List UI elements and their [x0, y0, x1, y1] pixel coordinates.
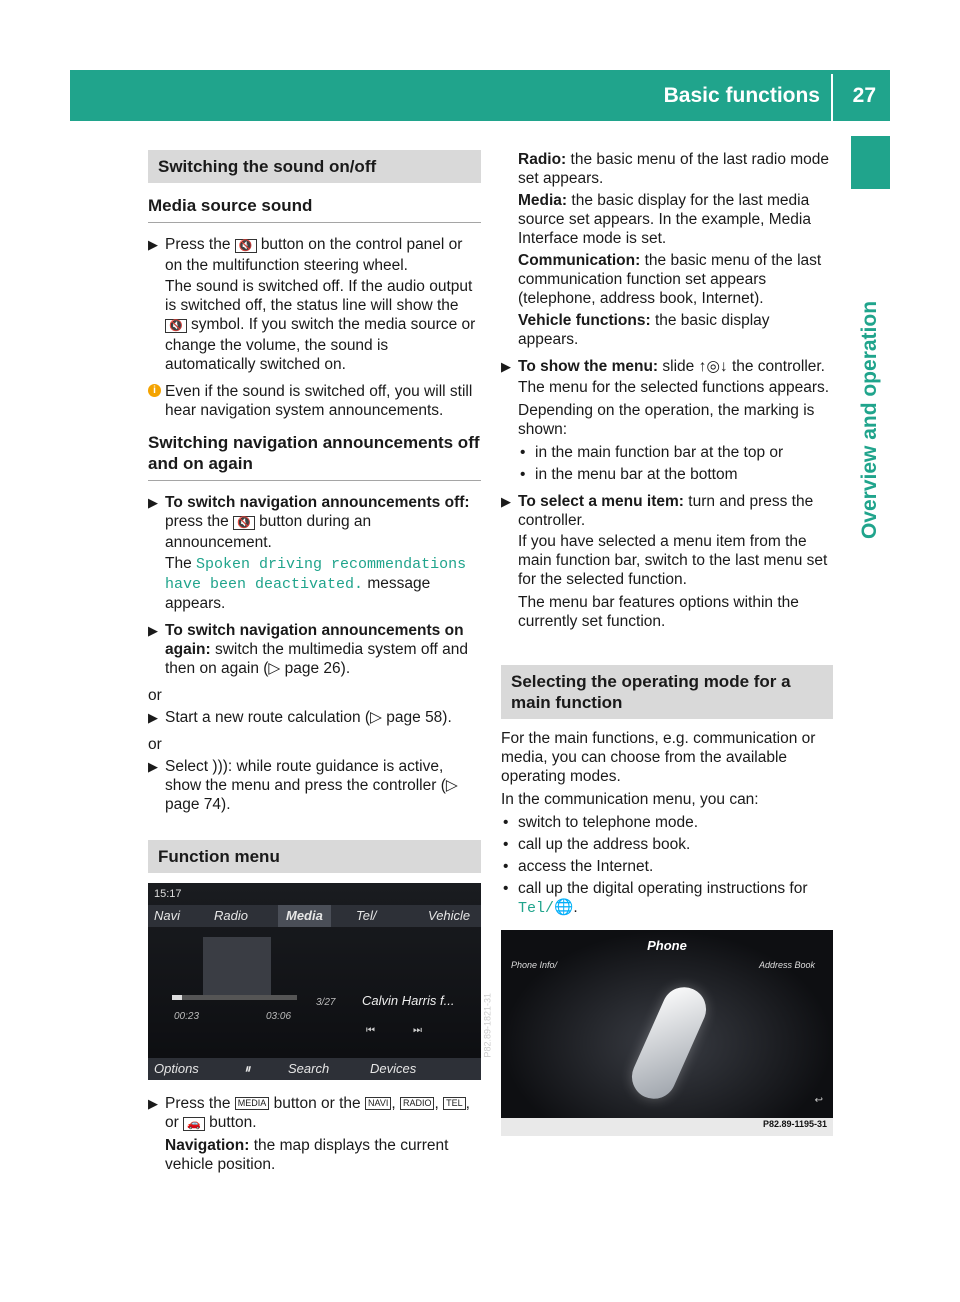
- tel-key-icon: TEL: [443, 1097, 466, 1110]
- left-column: [148, 150, 493, 1182]
- side-tab: [851, 136, 890, 189]
- media-key-icon: MEDIA: [235, 1097, 270, 1110]
- heading-media-source-sound: Media source sound: [148, 195, 481, 223]
- voice-icon: ))): [212, 758, 228, 775]
- comm-paragraph: In the communication menu, you can:: [501, 791, 759, 808]
- display-message: Spoken driving recommendations have been deactivated.: [165, 556, 467, 593]
- step-press-mute: ▶ Press the 🔇 button on the control panel or on the multifunction steering wheel. The sound is switched off. If the audio output is switched off, the status line will show the 🔇 symbol. If you switch the media source or change the volume, the sound is automatically switched on.: [148, 236, 476, 373]
- album-art: [203, 937, 271, 995]
- section-heading-operating-mode: Selecting the operating mode for a main function: [501, 665, 833, 719]
- function-descriptions: Radio: the basic menu of the last radio mode set appears. Media: the basic display for the last media source set appears. In the example, Media Interface mode is set. Communication: the basic menu of the last communication function set appears (telephone, address book, Internet). Vehicle functions: the basic display appears.: [518, 151, 830, 348]
- marking-list: [518, 443, 833, 484]
- arrow-icon: ▶: [501, 494, 511, 509]
- page-header: [70, 70, 890, 121]
- mute-icon: 🔇: [235, 239, 257, 253]
- step-route-calc: ▶ Start a new route calculation (▷ page 58).: [148, 709, 452, 726]
- info-note: i Even if the sound is switched off, you will still hear navigation system announcements.: [148, 382, 481, 420]
- bullet-icon: •: [503, 836, 509, 853]
- arrow-icon: ▶: [148, 495, 158, 510]
- screenshot-media-menu: 15:17 Navi Radio Media Tel/ Vehicle 3/27 Calvin Harris f... 00:23 03:06 ⏮ ⏭ Options ⏸ Search Devices P82.89-1821-31: [148, 883, 481, 1080]
- bullet-icon: •: [503, 880, 509, 897]
- page-number: 27: [852, 84, 876, 107]
- list-item: • in the main function bar at the top or: [520, 444, 784, 461]
- arrow-icon: ▶: [148, 237, 158, 252]
- bullet-icon: •: [520, 466, 526, 483]
- step-press-media: ▶ Press the MEDIA button or the NAVI , RADIO , TEL , or 🚗 button. Navigation: the map displays the current vehicle position.: [148, 1095, 470, 1173]
- section-heading-sound: Switching the sound on/off: [148, 150, 481, 183]
- list-item: • call up the digital operating instructions for Tel/🌐.: [503, 880, 808, 917]
- bullet-icon: •: [503, 814, 509, 831]
- bullet-icon: •: [520, 444, 526, 461]
- globe-icon: 🌐: [554, 899, 574, 916]
- or-text: or: [148, 687, 162, 704]
- list-item: • access the Internet.: [503, 858, 654, 875]
- menu-bar: Options ⏸ Search Devices: [148, 1058, 481, 1080]
- bullet-icon: •: [503, 858, 509, 875]
- arrow-icon: ▶: [148, 1096, 158, 1111]
- arrow-icon: ▶: [501, 359, 511, 374]
- step-switch-on: ▶ To switch navigation announcements on again: switch the multimedia system off and then on again (▷ page 26).: [148, 622, 468, 677]
- image-code: P82.89-1821-31: [483, 993, 493, 1058]
- image-code: P82.89-1195-31: [762, 1119, 827, 1129]
- list-item: • in the menu bar at the bottom: [520, 466, 738, 483]
- info-icon: i: [148, 384, 161, 397]
- list-item: • call up the address book.: [503, 836, 691, 853]
- comm-options-list: [501, 813, 833, 918]
- navi-key-icon: NAVI: [365, 1097, 391, 1110]
- header-divider: [831, 74, 833, 121]
- arrow-icon: ▶: [148, 710, 158, 725]
- arrow-icon: ▶: [148, 759, 158, 774]
- radio-key-icon: RADIO: [400, 1097, 435, 1110]
- back-icon: ↩: [814, 1095, 823, 1106]
- mute-icon: 🔇: [165, 319, 187, 333]
- vehicle-key-icon: 🚗: [183, 1117, 205, 1131]
- section-heading-function-menu: Function menu: [148, 840, 481, 873]
- step-show-menu: ▶ To show the menu: slide ↑◎↓ the controller. The menu for the selected functions appears. Depending on the operation, the marking is shown: • in the main function bar at the top or • in the menu bar at the bottom: [501, 357, 833, 484]
- mute-icon: 🔇: [233, 516, 255, 530]
- list-item: • switch to telephone mode.: [503, 814, 699, 831]
- main-function-bar: Navi Radio Media Tel/ Vehicle: [148, 905, 481, 927]
- progress-bar: [172, 995, 297, 1000]
- step-select-voice: ▶ Select ))): while route guidance is active, show the menu and press the controller (▷ page 74).: [148, 758, 458, 813]
- heading-nav-announcements: Switching navigation announcements off and on again: [148, 432, 481, 481]
- prev-icon: ⏮: [366, 1025, 375, 1036]
- or-text: or: [148, 736, 162, 753]
- side-title: Overview and operation: [858, 300, 881, 540]
- next-icon: ⏭: [413, 1025, 422, 1036]
- step-switch-off: ▶ To switch navigation announcements off: press the 🔇 button during an announcement. The Spoken driving recommendations have been deactivated. message appears.: [148, 494, 470, 612]
- track-title: Calvin Harris f...: [362, 993, 455, 1008]
- header-title: Basic functions: [663, 84, 820, 107]
- right-column: [501, 150, 833, 1136]
- controller-slide-icon: ↑◎↓: [698, 358, 728, 375]
- car-key-image: [625, 980, 713, 1106]
- arrow-icon: ▶: [148, 623, 158, 638]
- clock: 15:17: [154, 888, 182, 900]
- step-select-item: ▶ To select a menu item: turn and press the controller. If you have selected a menu item from the main function bar, switch to the last menu set for the selected function. The menu bar features options within the currently set function.: [501, 493, 828, 630]
- intro-paragraph: For the main functions, e.g. communication or media, you can choose from the available operating modes.: [501, 730, 816, 785]
- screenshot-phone: Phone Phone Info/ Address Book ↩ P82.89-1195-31: [501, 930, 833, 1136]
- pause-icon: ⏸: [244, 1061, 251, 1076]
- tel-link: Tel/: [518, 900, 555, 917]
